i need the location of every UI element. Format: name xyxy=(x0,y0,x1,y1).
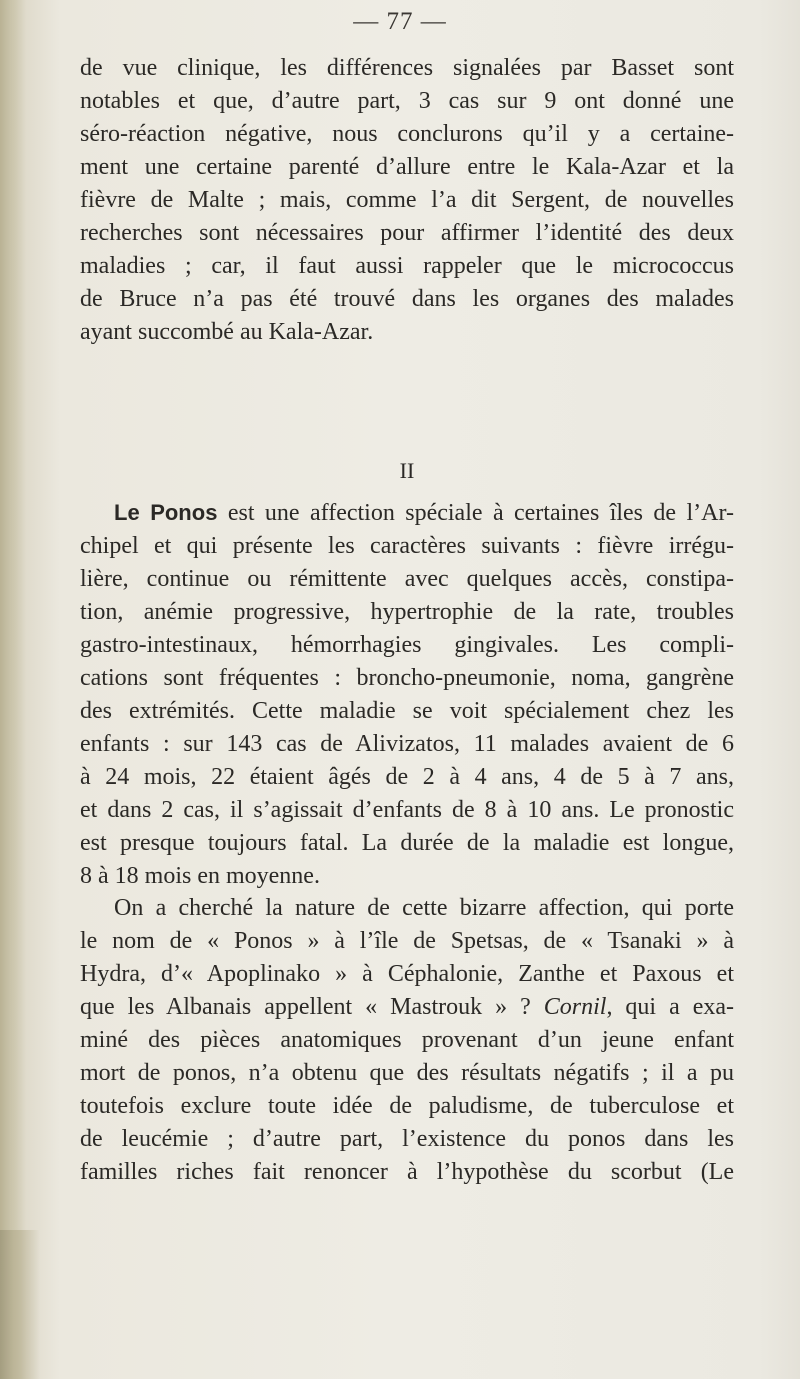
paragraph-ponos-nature xyxy=(80,892,734,1189)
text-line: gastro-intestinaux, hémorrhagies gingivales. Les compli- xyxy=(80,632,734,658)
text-line: ayant succombé au Kala-Azar. xyxy=(80,319,374,345)
text-line: maladies ; car, il faut aussi rappeler que le micrococcus xyxy=(80,253,734,279)
text-line: fièvre de Malte ; mais, comme l’a dit Sergent, de nouvelles xyxy=(80,187,734,213)
text-fragment: que les Albanais appellent « Mastrouk » ? xyxy=(80,994,544,1020)
text-line xyxy=(80,496,734,530)
text-line: est presque toujours fatal. La durée de la maladie est longue, xyxy=(80,830,734,856)
page-gutter-shadow xyxy=(0,0,26,1379)
author-cornil: Cornil xyxy=(543,994,607,1020)
text-line: à 24 mois, 22 étaient âgés de 2 à 4 ans, 4 de 5 à 7 ans, xyxy=(80,764,734,790)
text-line: mort de ponos, n’a obtenu que des résultats négatifs ; il a pu xyxy=(80,1060,734,1086)
text-line: de leucémie ; d’autre part, l’existence du ponos dans les xyxy=(80,1126,734,1152)
page-number: — 77 — xyxy=(353,8,447,35)
text-line: des extrémités. Cette maladie se voit spécialement chez les xyxy=(80,698,734,724)
paragraph-continuation xyxy=(80,52,734,349)
text-line: 8 à 18 mois en moyenne. xyxy=(80,863,320,889)
text-line: miné des pièces anatomiques provenant d’un jeune enfant xyxy=(80,1027,734,1053)
text-line: On a cherché la nature de cette bizarre affection, qui porte xyxy=(114,895,734,921)
text-line: ment une certaine parenté d’allure entre le Kala-Azar et la xyxy=(80,154,734,180)
text-line: toutefois exclure toute idée de paludisme, de tuberculose et xyxy=(80,1093,734,1119)
text-line: de Bruce n’a pas été trouvé dans les organes des malades xyxy=(80,286,734,312)
term-ponos: Le Ponos xyxy=(114,500,218,525)
text-line: familles riches fait renoncer à l’hypothèse du scorbut (Le xyxy=(80,1159,734,1185)
page-gutter-stain xyxy=(0,1230,40,1379)
section-heading: II xyxy=(399,458,415,483)
text-line: enfants : sur 143 cas de Alivizatos, 11 malades avaient de 6 xyxy=(80,731,734,757)
text-line xyxy=(80,991,734,1024)
text-line: séro-réaction négative, nous conclurons qu’il y a certaine- xyxy=(80,121,734,147)
text-line: Hydra, d’« Apoplinako » à Céphalonie, Zanthe et Paxous et xyxy=(80,961,734,987)
text-line: cations sont fréquentes : broncho-pneumonie, noma, gangrène xyxy=(80,665,734,691)
text-fragment: est une affection spéciale à certaines îles de l’Ar- xyxy=(217,500,734,526)
text-line: recherches sont nécessaires pour affirmer l’identité des deux xyxy=(80,220,734,246)
text-fragment: , qui a exa- xyxy=(606,994,734,1020)
text-line: lière, continue ou rémittente avec quelques accès, constipa- xyxy=(80,566,734,592)
text-line: notables et que, d’autre part, 3 cas sur 9 ont donné une xyxy=(80,88,734,114)
text-line: chipel et qui présente les caractères suivants : fièvre irrégu- xyxy=(80,533,734,559)
text-line: de vue clinique, les différences signalées par Basset sont xyxy=(80,55,734,81)
text-line: et dans 2 cas, il s’agissait d’enfants de 8 à 10 ans. Le pronostic xyxy=(80,797,734,823)
text-line: tion, anémie progressive, hypertrophie de la rate, troubles xyxy=(80,599,734,625)
paragraph-ponos-description xyxy=(80,496,734,893)
text-line: le nom de « Ponos » à l’île de Spetsas, de « Tsanaki » à xyxy=(80,928,734,954)
